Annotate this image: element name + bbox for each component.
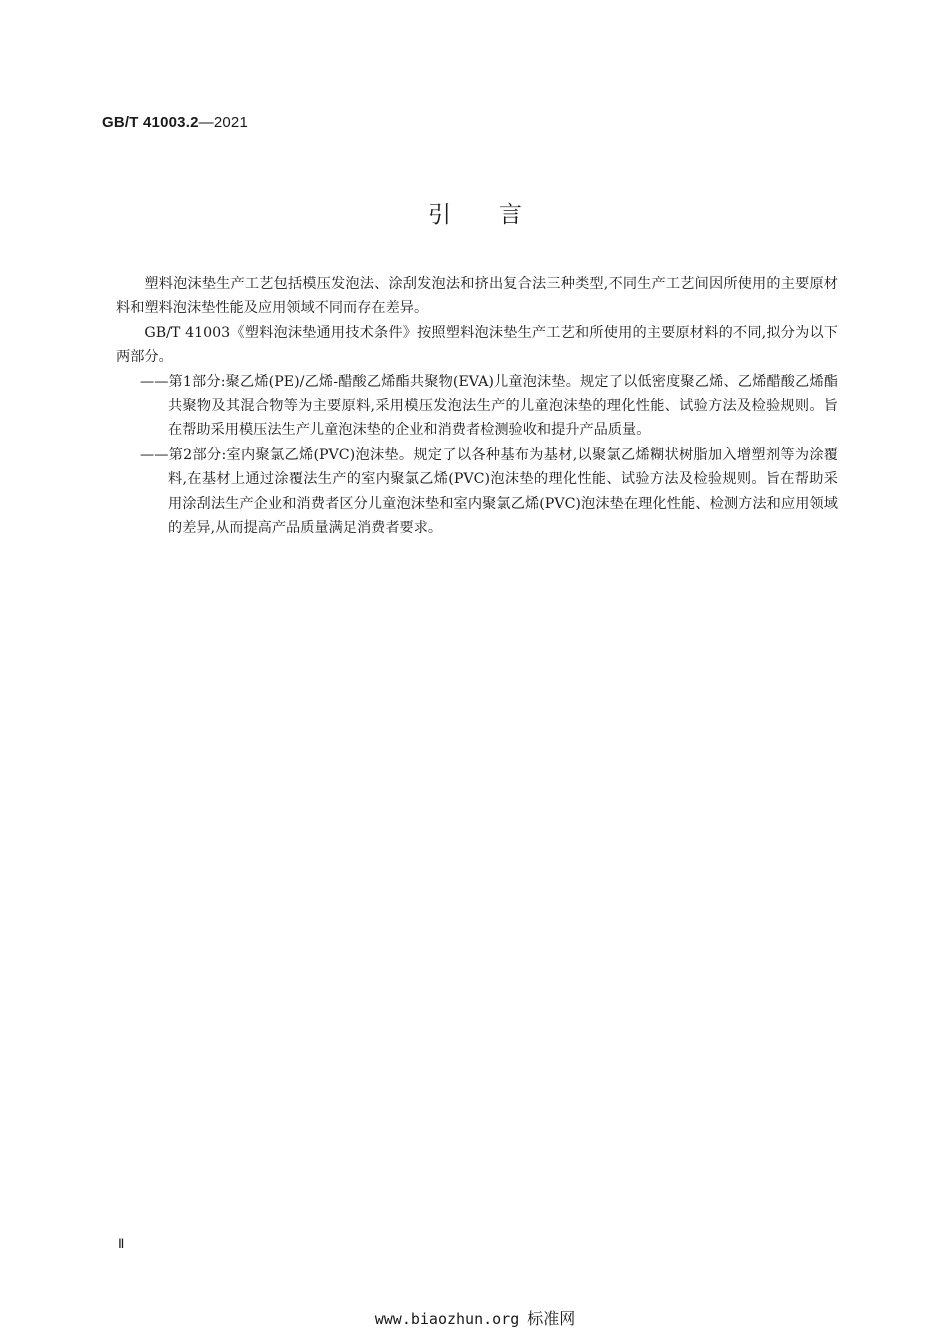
footer [0, 1306, 950, 1329]
part-2-description: ——第2部分:室内聚氯乙烯(PVC)泡沫垫。规定了以各种基布为基材,以聚氯乙烯糊状树脂加入增塑剂等为涂覆料,在基材上通过涂覆法生产的室内聚氯乙烯(PVC)泡沫垫的理化性能、试验方法及检验规则。旨在帮助采用涂刮法生产企业和消费者区分儿童泡沫垫和室内聚氯乙烯(PVC)泡沫垫在理化性能、检测方法和应用领域的差异,从而提高产品质量满足消费者要求。 [140, 446, 838, 537]
intro-paragraph-1: 塑料泡沫垫生产工艺包括模压发泡法、涂刮发泡法和挤出复合法三种类型,不同生产工艺间因所使用的主要原材料和塑料泡沫垫性能及应用领域不同而存在差异。 [116, 276, 838, 317]
standard-code: GB/T 41003.2 [102, 114, 199, 131]
footer-site-name: 标准网 [527, 1309, 576, 1328]
page-number: Ⅱ [118, 1236, 125, 1251]
introduction-body [116, 272, 838, 540]
intro-paragraph-2: GB/T 41003《塑料泡沫垫通用技术条件》按照塑料泡沫垫生产工艺和所使用的主要原材料的不同,拟分为以下两部分。 [116, 324, 838, 366]
part-1-description: ——第1部分:聚乙烯(PE)/乙烯-醋酸乙烯酯共聚物(EVA)儿童泡沫垫。规定了以低密度聚乙烯、乙烯醋酸乙烯酯共聚物及其混合物等为主要原料,采用模压发泡法生产的儿童泡沫垫的理化性能、试验方法及检验规则。旨在帮助采用模压法生产儿童泡沫垫的企业和消费者检测验收和提升产品质量。 [140, 373, 838, 439]
page-title: 引言 [428, 202, 570, 228]
footer-url-link[interactable]: www.biaozhun.org [374, 1310, 520, 1328]
standard-code-header [102, 114, 248, 131]
standard-year: —2021 [198, 114, 248, 131]
